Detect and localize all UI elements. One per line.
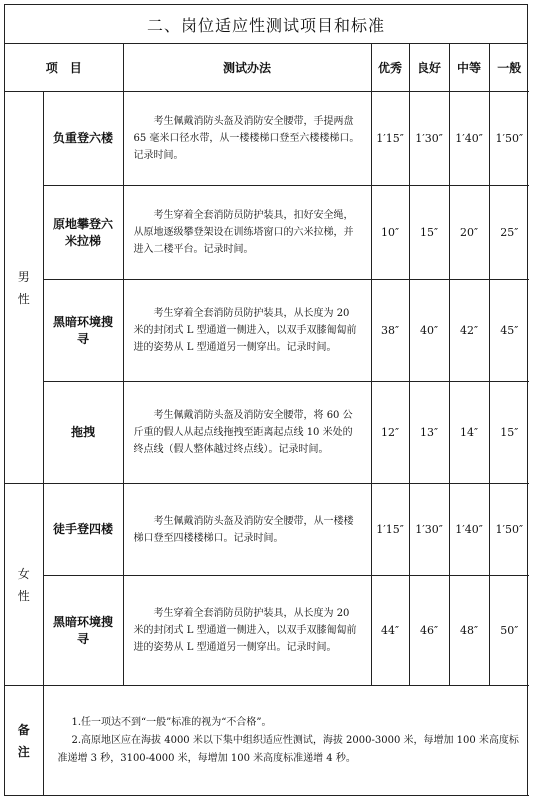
- test-method: 考生穿着全套消防员防护装具，从长度为 20 米的封闭式 L 型通道一侧进入，以双手双膝匍匐前进的姿势从 L 型通道另一侧穿出。记录时间。: [123, 280, 371, 382]
- table-row: [5, 92, 529, 186]
- excellent-value: 12″: [371, 382, 409, 484]
- item-name: 黑暗环境搜寻: [43, 576, 123, 686]
- general-value: 50″: [489, 576, 529, 686]
- table-row: [5, 484, 529, 576]
- general-value: 1′50″: [489, 92, 529, 186]
- medium-value: 20″: [449, 186, 489, 280]
- item-name: 原地攀登六米拉梯: [43, 186, 123, 280]
- standards-document: [4, 4, 528, 796]
- excellent-value: 44″: [371, 576, 409, 686]
- item-name: 徒手登四楼: [43, 484, 123, 576]
- excellent-value: 10″: [371, 186, 409, 280]
- male-group-label: 男 性: [5, 92, 43, 484]
- good-value: 46″: [409, 576, 449, 686]
- medium-value: 1′40″: [449, 92, 489, 186]
- general-value: 1′50″: [489, 484, 529, 576]
- test-method: 考生佩戴消防头盔及消防安全腰带，从一楼楼梯口登至四楼楼梯口。记录时间。: [123, 484, 371, 576]
- good-value: 1′30″: [409, 92, 449, 186]
- header-row: [5, 44, 529, 92]
- test-method: 考生佩戴消防头盔及消防安全腰带，手提两盘 65 毫米口径水带，从一楼楼梯口登至六楼楼梯口。记录时间。: [123, 92, 371, 186]
- female-group-label: 女 性: [5, 484, 43, 686]
- item-name: 拖拽: [43, 382, 123, 484]
- test-method: 考生穿着全套消防员防护装具，扣好安全绳，从原地逐级攀登架设在训练塔窗口的六米拉梯，并进入二楼平台。记录时间。: [123, 186, 371, 280]
- header-good: 良好: [409, 44, 449, 92]
- medium-value: 14″: [449, 382, 489, 484]
- header-excellent: 优秀: [371, 44, 409, 92]
- good-value: 13″: [409, 382, 449, 484]
- general-value: 45″: [489, 280, 529, 382]
- good-value: 15″: [409, 186, 449, 280]
- table-row: [5, 280, 529, 382]
- good-value: 40″: [409, 280, 449, 382]
- item-name: 黑暗环境搜寻: [43, 280, 123, 382]
- medium-value: 48″: [449, 576, 489, 686]
- header-medium: 中等: [449, 44, 489, 92]
- document-title: 二、岗位适应性测试项目和标准: [5, 5, 527, 44]
- excellent-value: 1′15″: [371, 92, 409, 186]
- standards-table: [5, 44, 529, 796]
- test-method: 考生佩戴消防头盔及消防安全腰带，将 60 公斤重的假人从起点线拖拽至距离起点线 10 米处的终点线（假人整体越过终点线）。记录时间。: [123, 382, 371, 484]
- medium-value: 42″: [449, 280, 489, 382]
- excellent-value: 1′15″: [371, 484, 409, 576]
- excellent-value: 38″: [371, 280, 409, 382]
- general-value: 25″: [489, 186, 529, 280]
- table-row: [5, 382, 529, 484]
- table-row: [5, 576, 529, 686]
- notes-label: 备 注: [5, 686, 43, 796]
- notes-content: [43, 686, 529, 796]
- header-general: 一般: [489, 44, 529, 92]
- item-name: 负重登六楼: [43, 92, 123, 186]
- test-method: 考生穿着全套消防员防护装具，从长度为 20 米的封闭式 L 型通道一侧进入，以双手双膝匍匐前进的姿势从 L 型通道另一侧穿出。记录时间。: [123, 576, 371, 686]
- good-value: 1′30″: [409, 484, 449, 576]
- note-line-2: 2.高原地区应在海拔 4000 米以下集中组织适应性测试，海拔 2000-3000 米，每增加 100 米高度标准递增 3 秒，3100-4000 米，每增加 100 米高度标准递增 4 秒。: [57, 734, 519, 764]
- table-row: [5, 186, 529, 280]
- medium-value: 1′40″: [449, 484, 489, 576]
- header-item: 项 目: [5, 44, 123, 92]
- note-line-1: 1.任一项达不到“一般”标准的视为“不合格”。: [71, 716, 272, 728]
- notes-row: [5, 686, 529, 796]
- header-method: 测试办法: [123, 44, 371, 92]
- general-value: 15″: [489, 382, 529, 484]
